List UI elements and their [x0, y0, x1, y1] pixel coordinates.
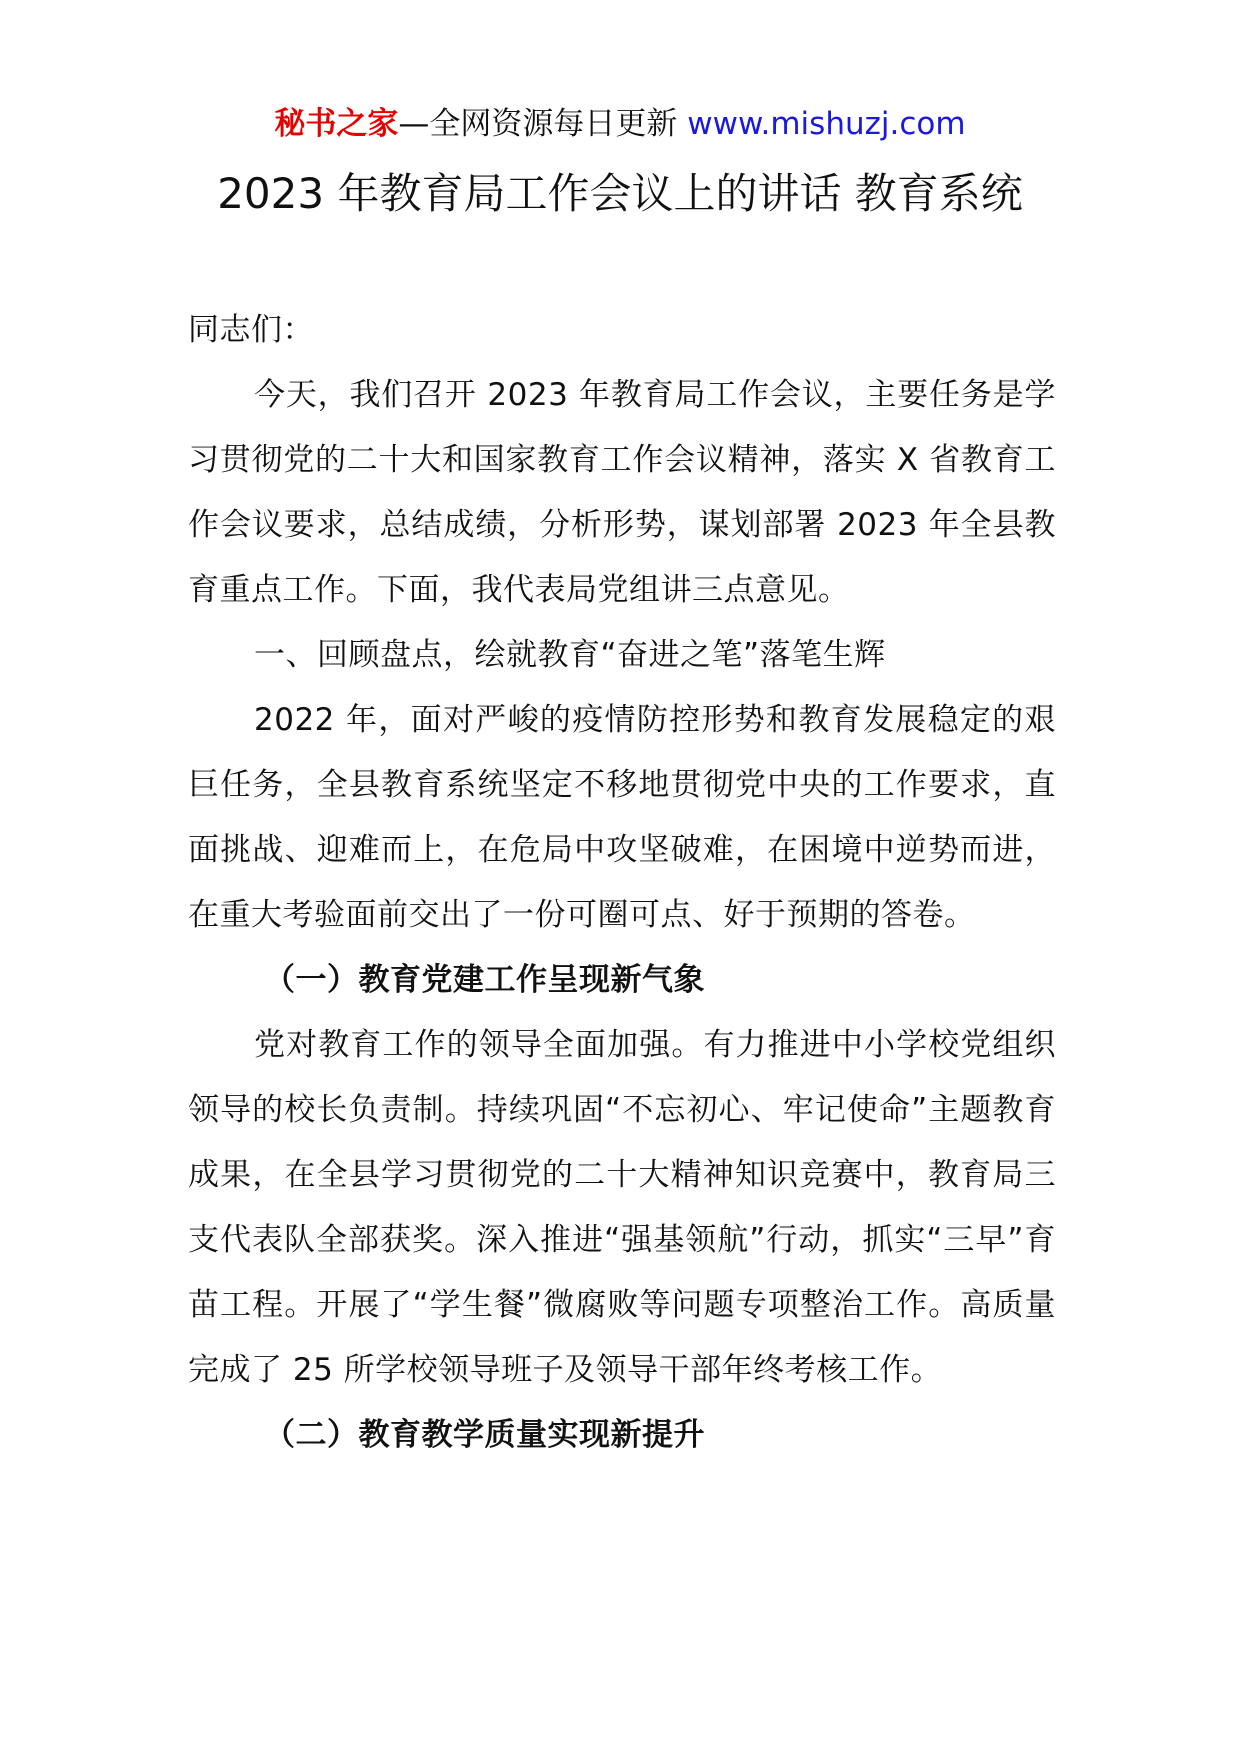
watermark-header: [0, 104, 1240, 144]
paragraph-intro: 今天，我们召开 2023 年教育局工作会议，主要任务是学习贯彻党的二十大和国家教育工作会议精神，落实 X 省教育工作会议要求，总结成绩，分析形势，谋划部署 2023 年全县教育重点工作。下面，我代表局党组讲三点意见。: [188, 377, 1056, 608]
subsection-1-heading: （一）教育党建工作呈现新气象: [264, 962, 705, 998]
salutation: 同志们：: [188, 312, 314, 348]
document-body: [188, 298, 1056, 1468]
section-1-heading: 一、回顾盘点，绘就教育“奋进之笔”落笔生辉: [254, 637, 886, 673]
watermark-brand: 秘书之家: [274, 106, 399, 142]
section-1-body: 2022 年，面对严峻的疫情防控形势和教育发展稳定的艰巨任务，全县教育系统坚定不移地贯彻党中央的工作要求，直面挑战、迎难而上，在危局中攻坚破难，在困境中逆势而进，在重大考验面前交出了一份可圈可点、好于预期的答卷。: [188, 702, 1056, 933]
subsection-1-body: 党对教育工作的领导全面加强。有力推进中小学校党组织领导的校长负责制。持续巩固“不忘初心、牢记使命”主题教育成果，在全县学习贯彻党的二十大精神知识竞赛中，教育局三支代表队全部获奖。深入推进“强基领航”行动，抓实“三早”育苗工程。开展了“学生餐”微腐败等问题专项整治工作。高质量完成了 25 所学校领导班子及领导干部年终考核工作。: [188, 1027, 1056, 1388]
document-title: 2023 年教育局工作会议上的讲话 教育系统: [217, 169, 1023, 218]
subsection-2-heading: （二）教育教学质量实现新提升: [264, 1417, 705, 1453]
watermark-slogan: —全网资源每日更新: [398, 106, 688, 142]
watermark-url[interactable]: www.mishuzj.com: [687, 106, 966, 142]
